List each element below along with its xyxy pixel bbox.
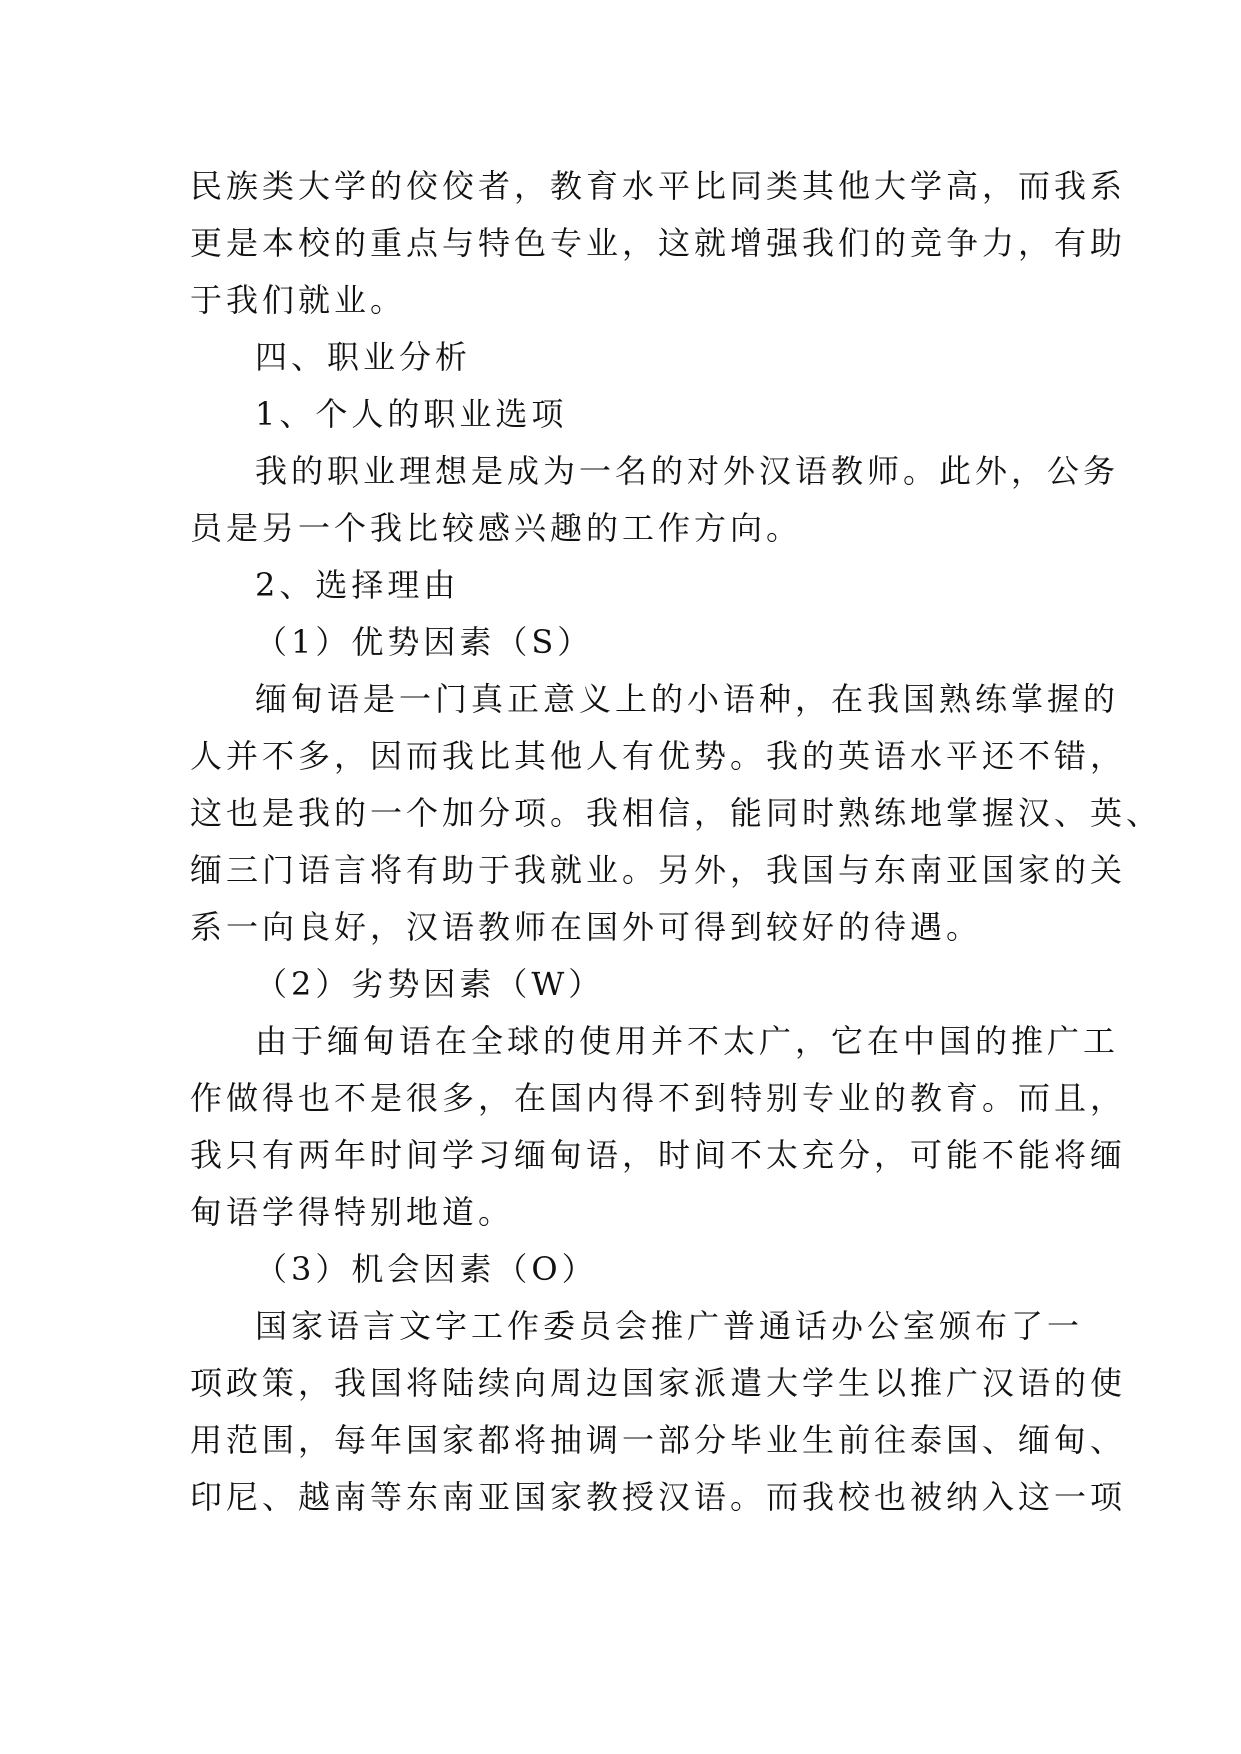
- subsection-heading: 2、选择理由: [255, 566, 460, 604]
- paragraph-first-line: 国家语言文字工作委员会推广普通话办公室颁布了一: [255, 1307, 1084, 1345]
- body-text-line: 我只有两年时间学习缅甸语，时间不太充分，可能不能将缅: [190, 1136, 1127, 1174]
- subheading-weaknesses: （2）劣势因素（W）: [255, 965, 605, 1003]
- subheading-strengths: （1）优势因素（S）: [255, 623, 594, 661]
- body-text-line: 这也是我的一个加分项。我相信，能同时熟练地掌握汉、英、: [190, 794, 1163, 832]
- body-text-line: 于我们就业。: [190, 281, 407, 319]
- body-text-line: 作做得也不是很多，在国内得不到特别专业的教育。而且，: [190, 1079, 1127, 1117]
- body-text-line: 用范围，每年国家都将抽调一部分毕业生前往泰国、缅甸、: [190, 1421, 1127, 1459]
- subsection-heading: 1、个人的职业选项: [255, 395, 568, 433]
- body-text-line: 民族类大学的佼佼者，教育水平比同类其他大学高，而我系: [190, 167, 1127, 205]
- body-text-line: 系一向良好，汉语教师在国外可得到较好的待遇。: [190, 908, 983, 946]
- body-text-line: 人并不多，因而我比其他人有优势。我的英语水平还不错，: [190, 737, 1127, 775]
- subheading-opportunities: （3）机会因素（O）: [255, 1250, 598, 1288]
- section-heading: 四、职业分析: [255, 338, 472, 376]
- body-text-line: 员是另一个我比较感兴趣的工作方向。: [190, 509, 803, 547]
- paragraph-first-line: 由于缅甸语在全球的使用并不太广，它在中国的推广工: [255, 1022, 1120, 1060]
- paragraph-first-line: 我的职业理想是成为一名的对外汉语教师。此外，公务: [255, 452, 1120, 490]
- paragraph-first-line: 缅甸语是一门真正意义上的小语种，在我国熟练掌握的: [255, 680, 1120, 718]
- body-text-line: 缅三门语言将有助于我就业。另外，我国与东南亚国家的关: [190, 851, 1127, 889]
- body-text-line: 项政策，我国将陆续向周边国家派遣大学生以推广汉语的使: [190, 1364, 1127, 1402]
- body-text-line: 更是本校的重点与特色专业，这就增强我们的竞争力，有助: [190, 224, 1127, 262]
- body-text-line: 印尼、越南等东南亚国家教授汉语。而我校也被纳入这一项: [190, 1478, 1127, 1516]
- body-text-line: 甸语学得特别地道。: [190, 1193, 515, 1231]
